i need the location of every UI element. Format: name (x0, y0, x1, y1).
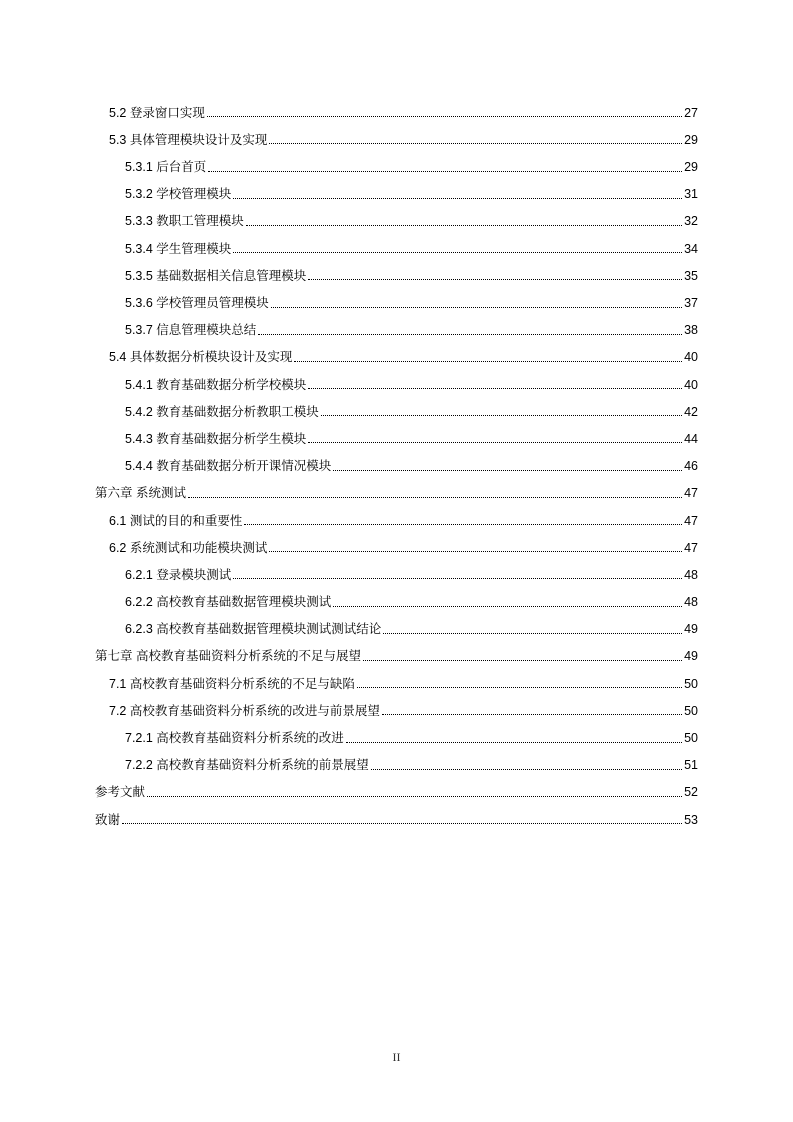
toc-dot-leader (271, 306, 682, 308)
toc-entry[interactable] (95, 391, 698, 418)
toc-entry[interactable] (95, 527, 698, 554)
toc-entry[interactable] (95, 500, 698, 527)
toc-dot-leader (308, 387, 682, 389)
toc-dot-leader (233, 197, 682, 199)
toc-entry[interactable] (95, 717, 698, 744)
toc-entry[interactable] (95, 445, 698, 472)
toc-entry-page: 40 (684, 350, 698, 365)
toc-dot-leader (308, 441, 682, 443)
table-of-contents (95, 92, 698, 826)
toc-entry-page: 53 (684, 812, 698, 827)
toc-entry-title: 5.4.2 教育基础数据分析教职工模块 (125, 404, 319, 419)
toc-dot-leader (357, 686, 682, 688)
toc-entry-title: 7.2.1 高校教育基础资料分析系统的改进 (125, 731, 344, 745)
toc-entry[interactable] (95, 282, 698, 309)
page-number: II (392, 1050, 401, 1064)
toc-entry-page: 52 (684, 785, 698, 800)
toc-entry-page: 47 (684, 513, 698, 528)
toc-entry-title: 5.3.4 学生管理模块 (125, 241, 232, 256)
toc-dot-leader (246, 224, 682, 226)
toc-entry-page: 47 (684, 486, 698, 501)
toc-entry-title: 5.3.1 后台首页 (125, 160, 207, 175)
toc-entry-title: 6.2.3 高校教育基础数据管理模块测试测试结论 (125, 622, 382, 637)
toc-entry-page: 49 (684, 622, 698, 637)
toc-dot-leader (294, 360, 682, 362)
toc-dot-leader (269, 142, 682, 144)
toc-entry-title: 6.2.2 高校教育基础数据管理模块测试 (125, 595, 332, 610)
toc-entry-page: 27 (684, 105, 698, 120)
toc-entry-page: 35 (684, 268, 698, 283)
toc-entry-page: 29 (684, 160, 698, 175)
toc-entry-title: 6.1 测试的目的和重要性 (109, 513, 243, 528)
toc-entry-page: 46 (684, 459, 698, 474)
toc-entry[interactable] (95, 663, 698, 690)
toc-dot-leader (244, 523, 682, 525)
toc-entry[interactable] (95, 364, 698, 391)
toc-entry[interactable] (95, 745, 698, 772)
toc-dot-leader (308, 278, 682, 280)
toc-dot-leader (207, 115, 682, 117)
toc-entry-title: 5.3.5 基础数据相关信息管理模块 (125, 268, 307, 283)
toc-entry-title: 5.3.2 学校管理模块 (125, 187, 232, 202)
toc-entry-title: 5.3.6 学校管理员管理模块 (125, 296, 269, 310)
toc-dot-leader (333, 469, 682, 471)
toc-entry-page: 50 (684, 676, 698, 691)
toc-dot-leader (382, 713, 682, 715)
toc-entry[interactable] (95, 554, 698, 581)
toc-dot-leader (233, 251, 682, 253)
toc-entry-page: 51 (684, 758, 698, 773)
toc-entry[interactable] (95, 255, 698, 282)
toc-entry-title: 5.3 具体管理模块设计及实现 (109, 132, 268, 147)
toc-entry[interactable] (95, 92, 698, 119)
toc-entry[interactable] (95, 636, 698, 663)
toc-entry-title: 第七章 高校教育基础资料分析系统的不足与展望 (95, 649, 361, 664)
toc-entry-title: 6.2 系统测试和功能模块测试 (109, 540, 268, 555)
toc-dot-leader (371, 768, 682, 770)
toc-dot-leader (383, 632, 682, 634)
toc-entry-title: 5.3.7 信息管理模块总结 (125, 323, 257, 338)
toc-entry[interactable] (95, 799, 698, 826)
toc-entry[interactable] (95, 119, 698, 146)
toc-entry-page: 48 (684, 567, 698, 582)
toc-entry-page: 38 (684, 323, 698, 338)
toc-dot-leader (147, 795, 682, 797)
toc-entry-page: 42 (684, 404, 698, 419)
toc-entry-title: 第六章 系统测试 (95, 486, 186, 501)
toc-entry-title: 6.2.1 登录模块测试 (125, 567, 232, 582)
toc-entry[interactable] (95, 146, 698, 173)
toc-entry-page: 40 (684, 377, 698, 392)
toc-entry-page: 48 (684, 595, 698, 610)
toc-entry[interactable] (95, 337, 698, 364)
toc-entry[interactable] (95, 609, 698, 636)
toc-entry-title: 5.2 登录窗口实现 (109, 105, 205, 120)
toc-entry-title: 5.4 具体数据分析模块设计及实现 (109, 350, 293, 365)
toc-entry-title: 致谢 (95, 812, 121, 827)
toc-entry-title: 7.2.2 高校教育基础资料分析系统的前景展望 (125, 758, 369, 773)
toc-entry-title: 5.4.4 教育基础数据分析开课情况模块 (125, 459, 332, 474)
toc-entry[interactable] (95, 310, 698, 337)
toc-entry-title: 7.2 高校教育基础资料分析系统的改进与前景展望 (109, 703, 380, 718)
toc-entry-page: 32 (684, 214, 698, 229)
toc-dot-leader (363, 659, 682, 661)
toc-entry-page: 31 (684, 187, 698, 202)
toc-dot-leader (269, 550, 682, 552)
toc-entry-title: 5.3.3 教职工管理模块 (125, 214, 244, 229)
toc-entry-page: 37 (684, 296, 698, 310)
toc-entry-title: 5.4.1 教育基础数据分析学校模块 (125, 377, 307, 392)
toc-dot-leader (122, 822, 682, 824)
toc-dot-leader (233, 577, 682, 579)
toc-dot-leader (321, 414, 682, 416)
toc-entry-title: 7.1 高校教育基础资料分析系统的不足与缺陷 (109, 676, 355, 691)
toc-dot-leader (208, 170, 682, 172)
toc-entry-page: 50 (684, 731, 698, 745)
toc-entry[interactable] (95, 581, 698, 608)
toc-entry[interactable] (95, 418, 698, 445)
toc-entry-title: 5.4.3 教育基础数据分析学生模块 (125, 431, 307, 446)
toc-dot-leader (188, 496, 682, 498)
toc-entry-page: 49 (684, 649, 698, 664)
toc-entry[interactable] (95, 772, 698, 799)
toc-entry[interactable] (95, 690, 698, 717)
toc-entry[interactable] (95, 473, 698, 500)
toc-entry-page: 29 (684, 132, 698, 147)
toc-entry-page: 47 (684, 540, 698, 555)
toc-entry[interactable] (95, 228, 698, 255)
toc-entry-page: 44 (684, 431, 698, 446)
toc-entry-page: 34 (684, 241, 698, 256)
toc-dot-leader (258, 333, 682, 335)
toc-entry[interactable] (95, 174, 698, 201)
toc-entry[interactable] (95, 201, 698, 228)
toc-dot-leader (346, 741, 682, 743)
toc-entry-page: 50 (684, 703, 698, 718)
toc-entry-title: 参考文献 (95, 785, 146, 800)
toc-dot-leader (333, 605, 682, 607)
